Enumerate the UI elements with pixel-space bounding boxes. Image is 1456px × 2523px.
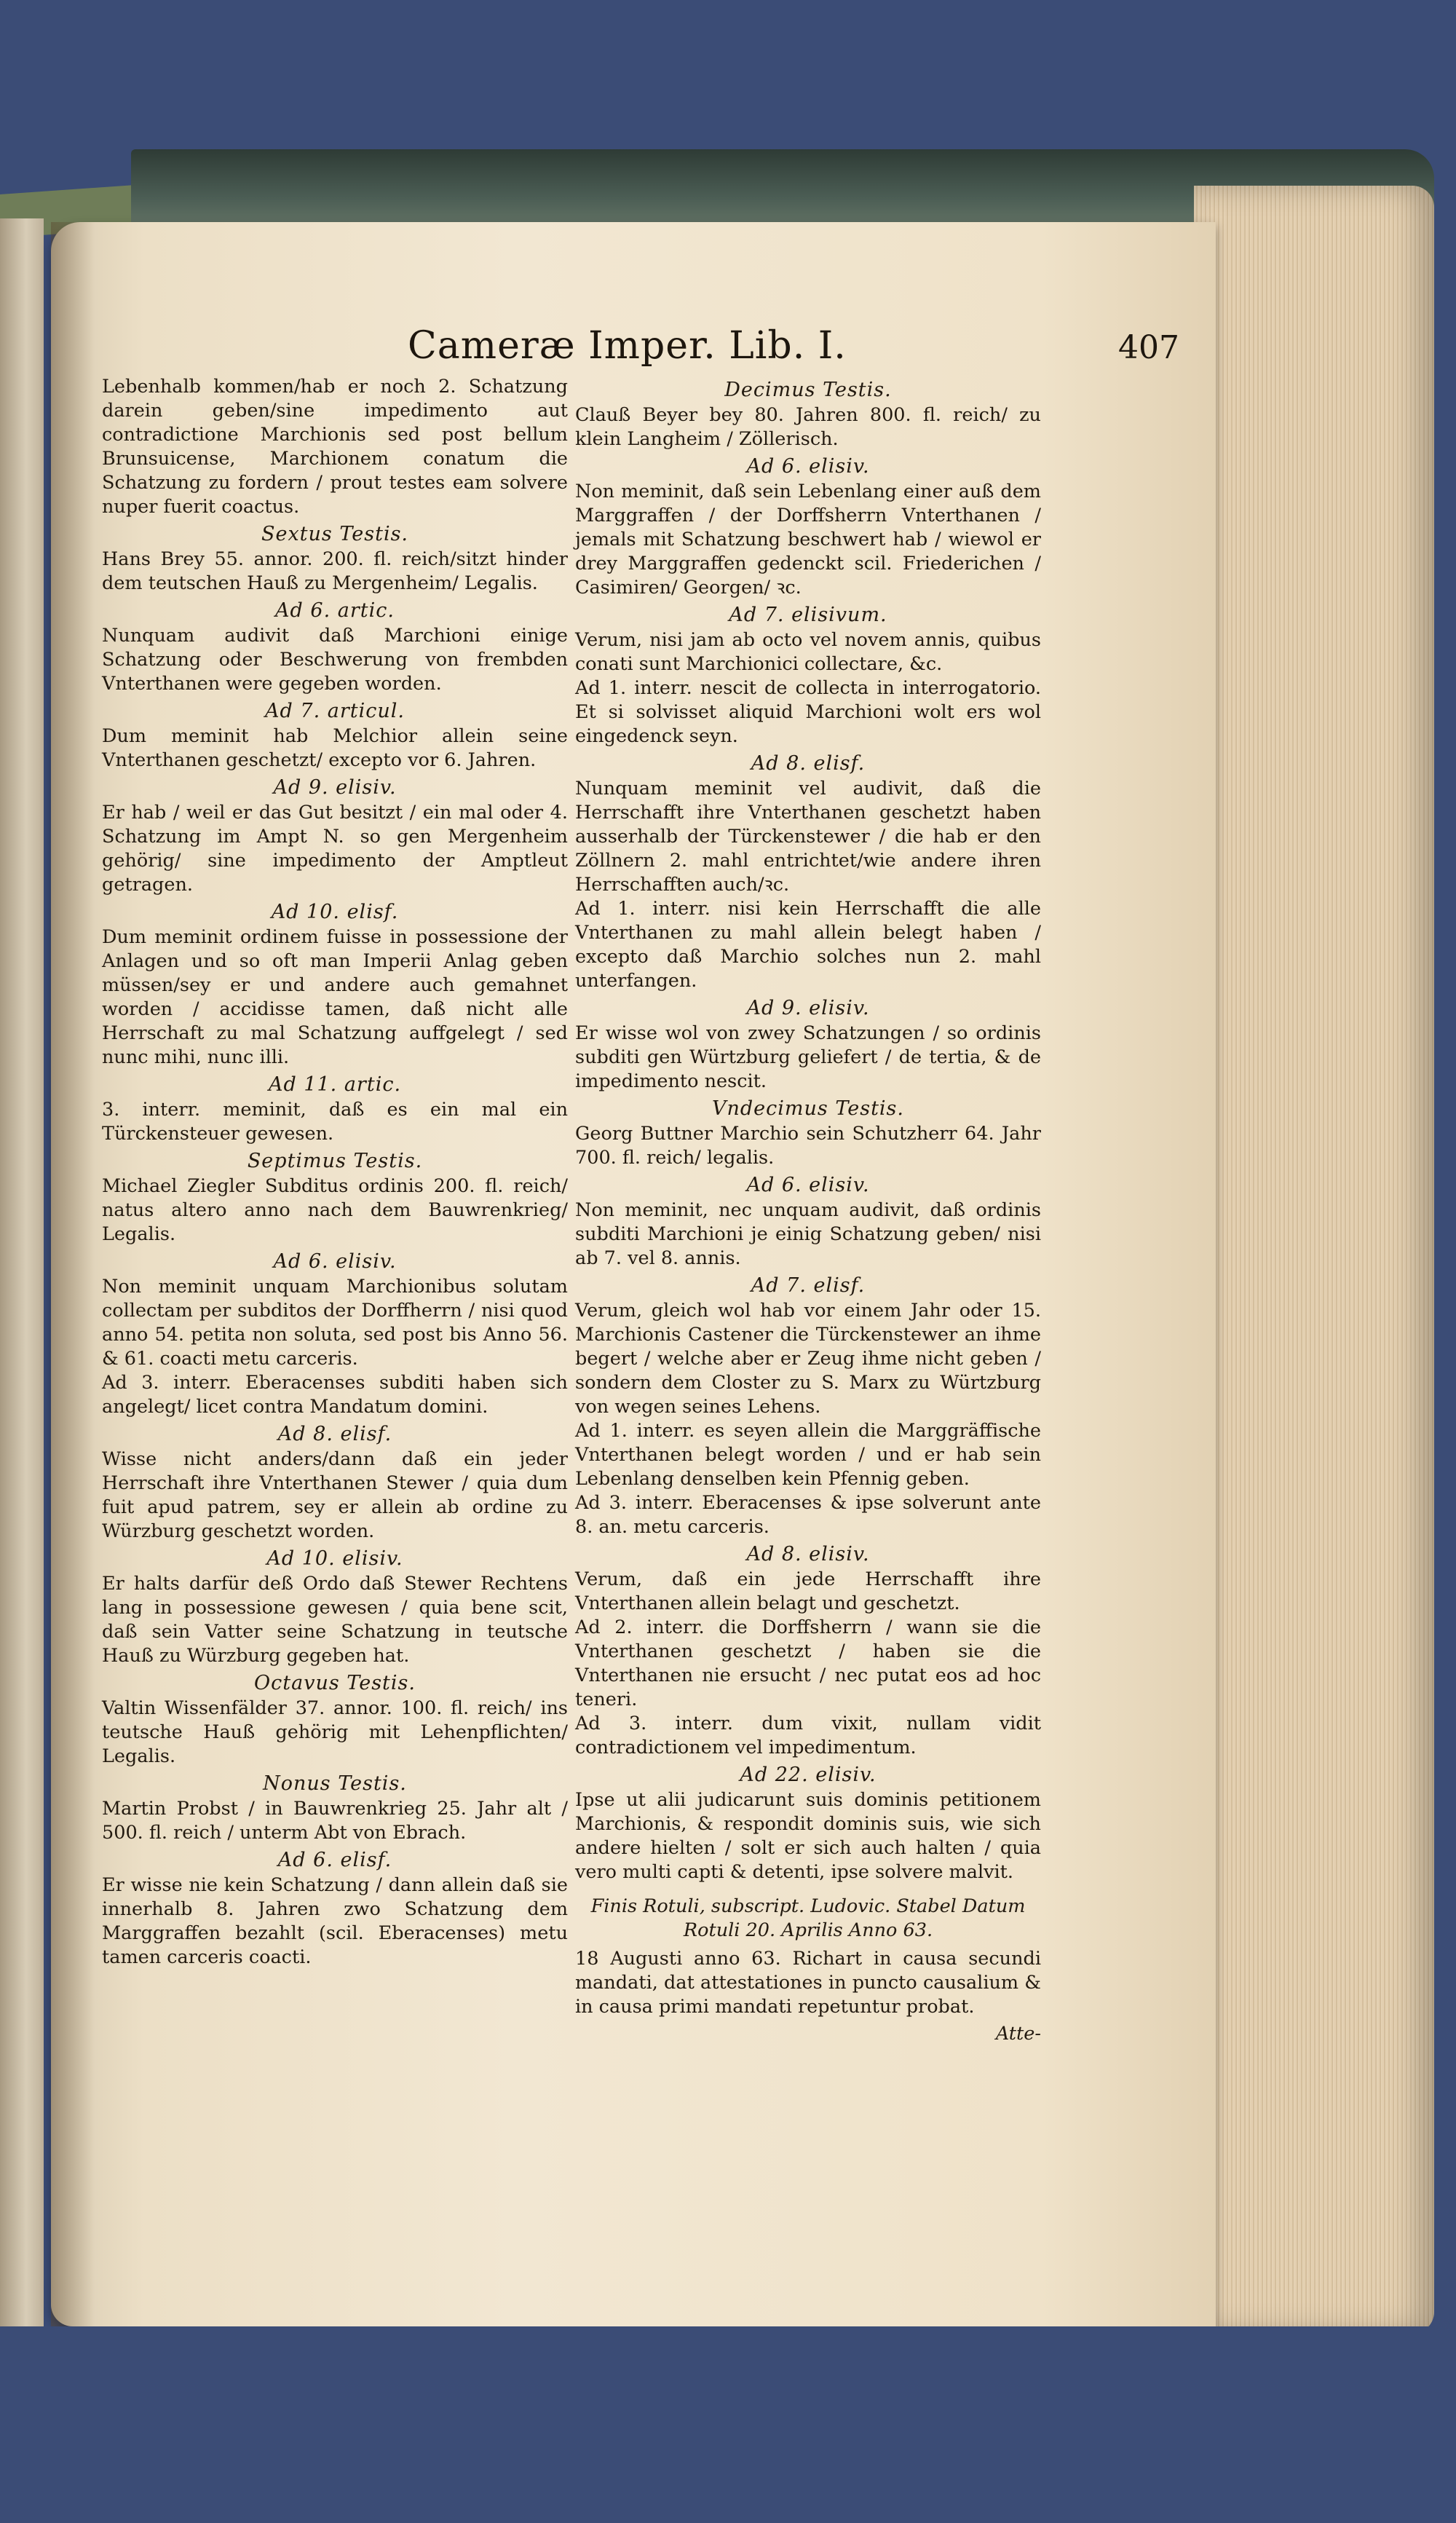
section-heading: Septimus Testis.: [247, 1150, 423, 1172]
paragraph: Ad 2. interr. die Dorffsherrn / wann sie die Vnterthanen geschetzt / haben sie die Vnterthanen nie ersucht / nec putat eos ad hoc teneri.: [575, 1616, 1041, 1710]
section-heading: Ad 6. artic.: [275, 599, 395, 622]
paragraph: Verum, gleich wol hab vor einem Jahr oder 15. Marchionis Castener die Türckenstewer an ihme begert / welche aber er Zeug ihme nicht geben / sondern dem Closter zu S. Marx zu Würtzburg von wegen seines Lehens.: [575, 1300, 1041, 1418]
section-heading: Ad 8. elisiv.: [746, 1543, 870, 1565]
section-heading: Ad 6. elisf.: [277, 1849, 392, 1871]
section-heading: Decimus Testis.: [724, 379, 892, 401]
page-edges: [1194, 186, 1434, 2334]
paragraph: Non meminit unquam Marchionibus solutam collectam per subditos der Dorffherrn / nisi quod anno 54. petita non soluta, sed post bis Anno 56. & 61. coacti metu carceris.: [102, 1276, 568, 1370]
section-heading: Ad 10. elisiv.: [266, 1547, 403, 1570]
paragraph: Er wisse wol von zwey Schatzungen / so ordinis subditi gen Würtzburg geliefert / de tertia, & de impedimento nescit.: [575, 1022, 1041, 1092]
paragraph: Georg Buttner Marchio sein Schutzherr 64. Jahr 700. fl. reich/ legalis.: [575, 1123, 1041, 1169]
paragraph: Nunquam audivit daß Marchioni einige Schatzung oder Beschwerung von frembden Vnterthanen were gegeben worden.: [102, 625, 568, 695]
running-title: Cameræ Imper. Lib. I.: [408, 324, 847, 368]
catchword: Atte-: [995, 2023, 1041, 2045]
paragraph: Ad 1. interr. nescit de collecta in interrogatorio. Et si solvisset aliquid Marchioni wolt ers wol eingedenck seyn.: [575, 677, 1041, 747]
section-heading: Ad 22. elisiv.: [740, 1764, 877, 1786]
paragraph: Clauß Beyer bey 80. Jahren 800. fl. reich/ zu klein Langheim / Zöllerisch.: [575, 404, 1041, 450]
section-heading: Sextus Testis.: [261, 523, 409, 545]
paragraph: Ad 1. interr. nisi kein Herrschafft die alle Vnterthanen zu mahl allein belegt haben / excepto daß Marchio solches nun 2. mahl unterfangen.: [575, 898, 1041, 992]
paragraph: Dum meminit ordinem fuisse in possessione der Anlagen und so oft man Imperii Anlag geben müssen/sey er und andere auch gemahnet worden / accidisse tamen, daß nicht alle Herrschaft zu mal Schatzung auffgelegt / sed nunc mihi, nunc illi.: [102, 926, 568, 1068]
right-column: [575, 375, 1041, 2046]
paragraph: Ad 1. interr. es seyen allein die Marggräffische Vnterthanen belegt worden / und er hab sein Lebenlang denselben kein Pfennig geben.: [575, 1420, 1041, 1490]
page-number: 407: [1118, 329, 1179, 366]
paragraph: 18 Augusti anno 63. Richart in causa secundi mandati, dat attestationes in puncto causalium & in causa primi mandati repetuntur probat.: [575, 1948, 1041, 2018]
left-column: [102, 375, 568, 1970]
section-heading: Ad 7. elisivum.: [729, 604, 887, 626]
paragraph: Verum, nisi jam ab octo vel novem annis, quibus conati sunt Marchionici collectare, &c.: [575, 629, 1041, 675]
section-heading: Ad 6. elisiv.: [746, 1174, 870, 1196]
paragraph: Martin Probst / in Bauwrenkrieg 25. Jahr alt / 500. fl. reich / unterm Abt von Ebrach.: [102, 1798, 568, 1844]
running-head: [364, 324, 1179, 368]
section-heading: Ad 9. elisiv.: [746, 997, 870, 1019]
paragraph: 3. interr. meminit, daß es ein mal ein Türckensteuer gewesen.: [102, 1099, 568, 1145]
paragraph: Hans Brey 55. annor. 200. fl. reich/sitzt hinder dem teutschen Hauß zu Mergenheim/ Legalis.: [102, 548, 568, 594]
paragraph: Ad 3. interr. dum vixit, nullam vidit contradictionem vel impedimentum.: [575, 1713, 1041, 1758]
section-heading: Vndecimus Testis.: [711, 1097, 904, 1120]
gutter-shadow: [51, 222, 95, 2326]
paragraph: Ipse ut alii judicarunt suis dominis petitionem Marchionis, & respondit dominis suis, wie sich andere hielten / solt er sich auch halten / quia vero multi capti & detenti, ipse solvere malvit.: [575, 1789, 1041, 1883]
section-heading: Ad 7. elisf.: [751, 1274, 866, 1297]
paragraph: Er wisse nie kein Schatzung / dann allein daß sie innerhalb 8. Jahren zwo Schatzung dem Marggraffen bezahlt (scil. Eberacenses) metu tamen carceris coacti.: [102, 1874, 568, 1968]
section-heading: Ad 6. elisiv.: [273, 1250, 397, 1273]
paragraph: Non meminit, nec unquam audivit, daß ordinis subditi Marchioni je einig Schatzung geben/ nisi ab 7. vel 8. annis.: [575, 1199, 1041, 1269]
section-heading: Ad 11. artic.: [268, 1073, 402, 1096]
section-heading: Nonus Testis.: [263, 1772, 407, 1795]
section-heading: Ad 7. articul.: [265, 700, 405, 722]
paragraph: Er hab / weil er das Gut besitzt / ein mal oder 4. Schatzung im Ampt N. so gen Mergenheim gehörig/ sine impedimento der Amptleut getragen.: [102, 802, 568, 896]
paragraph: Ad 3. interr. Eberacenses & ipse solverunt ante 8. an. metu carceris.: [575, 1492, 1041, 1538]
background-board: [0, 2326, 1456, 2523]
paragraph: Er halts darfür deß Ordo daß Stewer Rechtens lang in possessione gewesen / quia bene scit, daß sein Vatter seine Schatzung in teutsche Hauß zu Würzburg gegeben hat.: [102, 1573, 568, 1667]
paragraph: Valtin Wissenfälder 37. annor. 100. fl. reich/ ins teutsche Hauß gehörig mit Lehenpflichten/ Legalis.: [102, 1697, 568, 1767]
section-heading: Octavus Testis.: [254, 1672, 416, 1694]
paragraph: Nunquam meminit vel audivit, daß die Herrschafft ihre Vnterthanen geschetzt haben ausserhalb der Türckenstewer / die hab er den Zöllnern 2. mahl entrichtet/wie andere ihren Herrschafften auch/ꝛc.: [575, 778, 1041, 896]
closing-note: Finis Rotuli, subscript. Ludovic. Stabel Datum Rotuli 20. Aprilis Anno 63.: [590, 1895, 1026, 1941]
paragraph: Lebenhalb kommen/hab er noch 2. Schatzung darein geben/sine impedimento aut contradictione Marchionis sed post bellum Brunsuicense, Marchionem conatum die Schatzung zu fordern / prout testes eam solvere nuper fuerit coactus.: [102, 376, 568, 518]
paragraph: Non meminit, daß sein Lebenlang einer auß dem Marggraffen / der Dorffsherrn Vnterthanen / jemals mit Schatzung beschwert hab / wiewol er drey Marggraffen gedenckt scil. Friederichen / Casimiren/ Georgen/ ꝛc.: [575, 481, 1041, 599]
facing-page-edge: [0, 218, 44, 2330]
section-heading: Ad 8. elisf.: [277, 1423, 392, 1445]
paragraph: Ad 3. interr. Eberacenses subditi haben sich angelegt/ licet contra Mandatum domini.: [102, 1372, 568, 1418]
paragraph: Wisse nicht anders/dann daß ein jeder Herrschaft ihre Vnterthanen Stewer / quia dum fuit apud patrem, sey er allein ab ordine zu Würzburg geschetzt worden.: [102, 1448, 568, 1542]
section-heading: Ad 9. elisiv.: [273, 776, 397, 799]
paragraph: Dum meminit hab Melchior allein seine Vnterthanen geschetzt/ excepto vor 6. Jahren.: [102, 725, 568, 771]
section-heading: Ad 6. elisiv.: [746, 455, 870, 478]
section-heading: Ad 10. elisf.: [271, 901, 399, 923]
paragraph: Michael Ziegler Subditus ordinis 200. fl. reich/ natus altero anno nach dem Bauwrenkrieg/ Legalis.: [102, 1175, 568, 1245]
paragraph: Verum, daß ein jede Herrschafft ihre Vnterthanen allein belagt und geschetzt.: [575, 1568, 1041, 1614]
section-heading: Ad 8. elisf.: [751, 752, 866, 775]
